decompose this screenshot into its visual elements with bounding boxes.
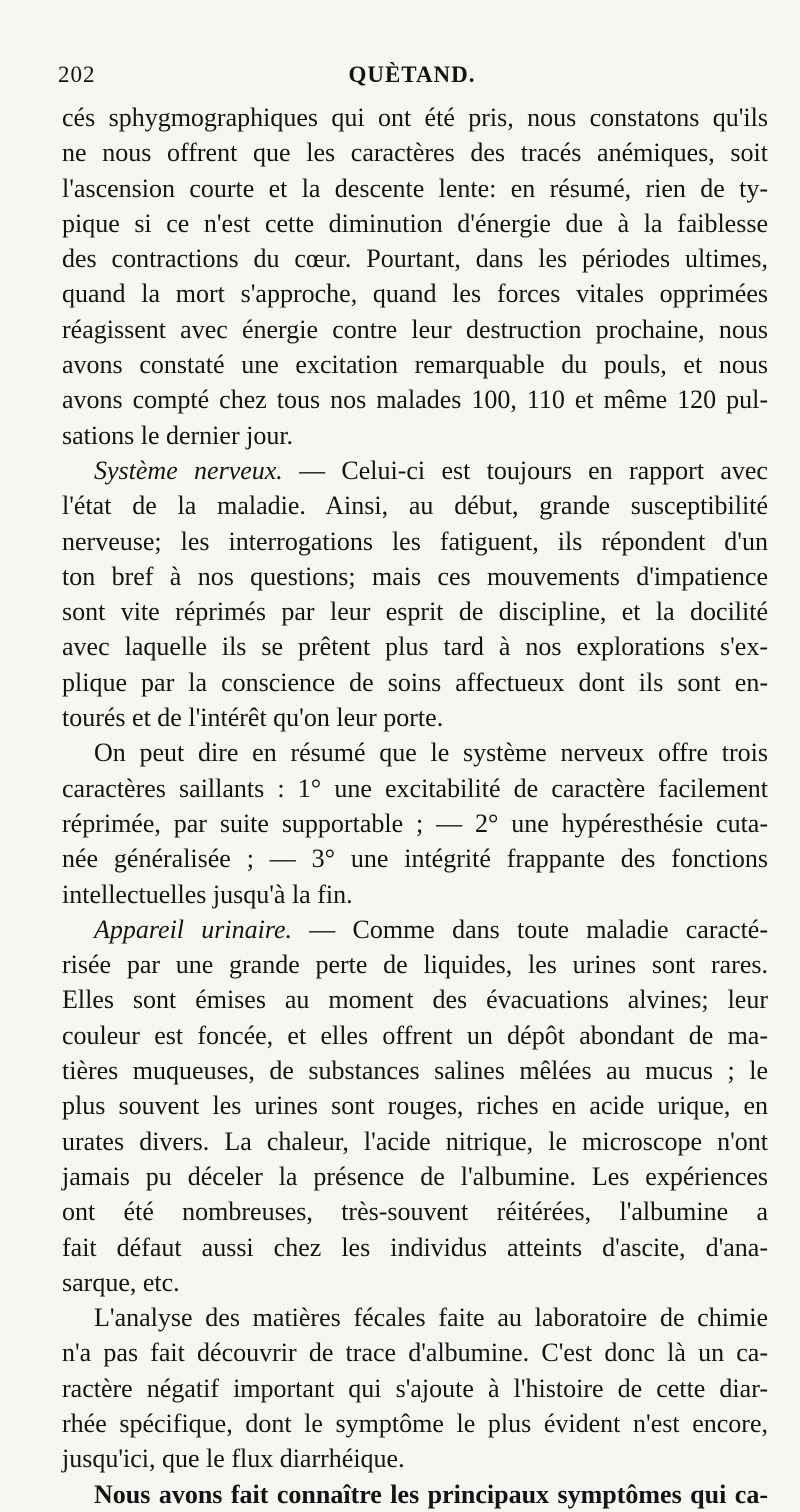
text-line [62,488,768,523]
line-text: Elles sont émises au moment des évacuations alvines; leur [62,985,768,1015]
text-line [62,241,768,276]
line-text: ractère négatif important qui s'ajoute à l'histoire de cette diar- [62,1373,768,1403]
text-line [62,206,768,241]
line-text: — Comme dans toute maladie caracté- [292,914,768,944]
text-line [62,1124,768,1159]
line-text: sarque, etc. [62,1267,180,1297]
line-text: On peut dire en résumé que le système nerveux offre trois [94,738,768,768]
line-text: pique si ce n'est cette diminution d'énergie due à la faiblesse [62,208,768,238]
text-line [62,947,768,982]
text-line [62,559,768,594]
text-line [62,382,768,417]
line-text: jamais pu déceler la présence de l'albumine. Les expériences [62,1161,768,1191]
line-text: n'a pas fait découvrir de trace d'albumine. C'est donc là un ca- [62,1338,768,1368]
text-line [62,1230,768,1265]
line-text: rhée spécifique, dont le symptôme le plus évident n'est encore, [62,1408,768,1438]
page-header [58,62,766,98]
line-text: avec laquelle ils se prêtent plus tard à nos explorations s'ex- [62,632,768,662]
line-text: née généralisée ; — 3° une intégrité frappante des fonctions [62,844,768,874]
line-text: cés sphygmographiques qui ont été pris, nous constatons qu'ils [62,103,768,132]
line-text: ton bref à nos questions; mais ces mouvements d'impatience [62,561,768,591]
line-text: l'ascension courte et la descente lente: en résumé, rien de ty- [62,173,768,203]
text-line [62,1053,768,1088]
line-text: sont vite réprimés par leur esprit de discipline, et la docilité [62,597,768,627]
line-text: — Celui-ci est toujours en rapport avec [282,455,768,485]
text-line [62,700,768,735]
line-text: avons compté chez tous nos malades 100, 110 et même 120 pul- [62,385,768,415]
text-line [62,135,768,170]
text-line [62,841,768,876]
line-text: ont été nombreuses, très-souvent réitérées, l'albumine a [62,1197,768,1227]
page-number: 202 [58,62,96,87]
line-text: L'analyse des matières fécales faite au laboratoire de chimie [94,1303,768,1333]
text-line [62,1300,768,1335]
text-line [62,1335,768,1370]
section-heading: Appareil urinaire. [94,914,293,944]
text-line [62,982,768,1017]
text-line [62,1265,768,1300]
line-text: urates divers. La chaleur, l'acide nitrique, le microscope n'ont [62,1126,768,1156]
line-text: fait défaut aussi chez les individus atteints d'ascite, d'ana- [62,1232,768,1262]
text-line [62,594,768,629]
line-text: sations le dernier jour. [62,420,294,450]
text-line [62,418,768,453]
text-line [62,735,768,770]
line-text: couleur est foncée, et elles offrent un dépôt abondant de ma- [62,1020,768,1050]
text-line [62,1406,768,1441]
text-line [62,524,768,559]
text-line [62,276,768,311]
text-line [62,1371,768,1406]
text-line [62,171,768,206]
line-text: l'état de la maladie. Ainsi, au début, grande susceptibilité [62,491,768,521]
line-text: intellectuelles jusqu'à la fin. [62,879,353,909]
line-text: des contractions du cœur. Pourtant, dans les périodes ultimes, [62,244,768,274]
line-text: jusqu'ici, que le flux diarrhéique. [62,1444,405,1474]
text-line [62,806,768,841]
line-text: réprimée, par suite supportable ; — 2° une hypéresthésie cuta- [62,808,768,838]
text-line [62,629,768,664]
line-text: risée par une grande perte de liquides, les urines sont rares. [62,950,768,980]
text-line [62,100,768,135]
text-line [62,1441,768,1476]
section-heading: Système nerveux. [94,455,283,485]
text-line [62,347,768,382]
text-line [62,1194,768,1229]
line-text: caractères saillants : 1° une excitabilité de caractère facilement [62,773,768,803]
text-line [62,1477,768,1512]
line-text: plus souvent les urines sont rouges, riches en acide urique, en [62,1091,768,1121]
line-text: nerveuse; les interrogations les fatiguent, ils répondent d'un [62,526,768,556]
text-line [62,1159,768,1194]
line-text: avons constaté une excitation remarquable du pouls, et nous [62,350,768,380]
text-line [62,912,768,947]
text-line [62,453,768,488]
text-line [62,1088,768,1123]
line-text: ne nous offrent que les caractères des tracés anémiques, soit [62,138,768,168]
text-line [62,1018,768,1053]
line-text: tourés et de l'intérêt qu'on leur porte. [62,703,444,733]
text-line [62,665,768,700]
text-line [62,312,768,347]
line-text: Nous avons fait connaître les principaux symptômes qui ca- [94,1479,768,1509]
running-head: QUÈTAND. [348,62,476,87]
line-text: quand la mort s'approche, quand les forces vitales opprimées [62,279,768,309]
line-text: tières muqueuses, de substances salines mêlées au mucus ; le [62,1056,768,1086]
text-line [62,771,768,806]
text-line [62,877,768,912]
line-text: plique par la conscience de soins affectueux dont ils sont en- [62,667,768,697]
body-text [62,100,768,1512]
line-text: réagissent avec énergie contre leur destruction prochaine, nous [62,314,768,344]
